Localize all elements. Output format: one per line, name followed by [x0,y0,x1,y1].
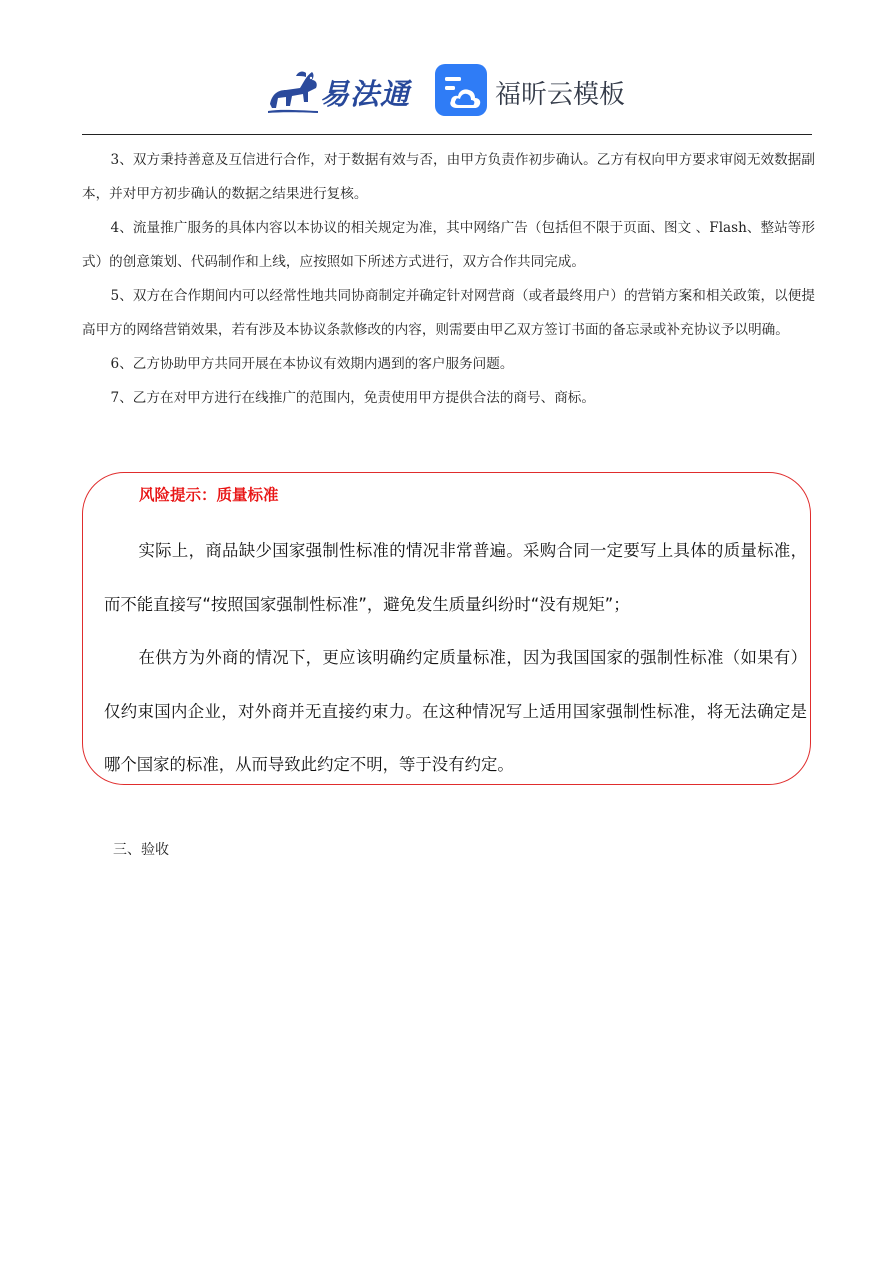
risk-tip-paragraph-2: 在供方为外商的情况下，更应该明确约定质量标准，因为我国国家的强制性标准（如果有）仅约束国内企业，对外商并无直接约束力。在这种情况写上适用国家强制性标准，将无法确定是哪个国家的标准，从而导致此约定不明，等于没有约定。 [104,648,807,774]
page-header [0,58,893,124]
clause-4: 4、流量推广服务的具体内容以本协议的相关规定为准，其中网络广告（包括但不限于页面、图文 、Flash、整站等形式）的创意策划、代码制作和上线，应按照如下所述方式进行，双方合作共同完成。 [82,220,815,270]
clause-5: 5、双方在合作期间内可以经常性地共同协商制定并确定针对网营商（或者最终用户）的营销方案和相关政策，以便提高甲方的网络营销效果，若有涉及本协议条款修改的内容，则需要由甲乙双方签订书面的备忘录或补充协议予以明确。 [82,288,815,338]
risk-tip-body [104,524,807,792]
clause-6: 6、乙方协助甲方共同开展在本协议有效期内遇到的客户服务问题。 [110,356,514,372]
fuxin-logo [435,64,635,118]
header-divider [82,134,812,135]
fuxin-brand-text: 福昕云模板 [495,80,626,110]
horse-mascot-icon [262,64,324,118]
fuxin-cloud-doc-icon [435,64,487,116]
risk-tip-paragraph-1: 实际上，商品缺少国家强制性标准的情况非常普遍。采购合同一定要写上具体的质量标准，而不能直接写“按照国家强制性标准”，避免发生质量纠纷时“没有规矩”； [104,541,807,614]
contract-clauses [82,143,815,415]
yifatong-brand-text: 易法通 [320,77,411,111]
clause-7: 7、乙方在对甲方进行在线推广的范围内，免责使用甲方提供合法的商号、商标。 [110,390,595,406]
clause-3: 3、双方秉持善意及互信进行合作，对于数据有效与否，由甲方负责作初步确认。乙方有权向甲方要求审阅无效数据副本，并对甲方初步确认的数据之结果进行复核。 [82,152,815,202]
risk-tip-box [82,472,811,785]
section-heading-acceptance: 三、验收 [113,842,169,858]
risk-tip-title: 风险提示：质量标准 [139,486,279,504]
yifatong-logo [262,62,412,120]
